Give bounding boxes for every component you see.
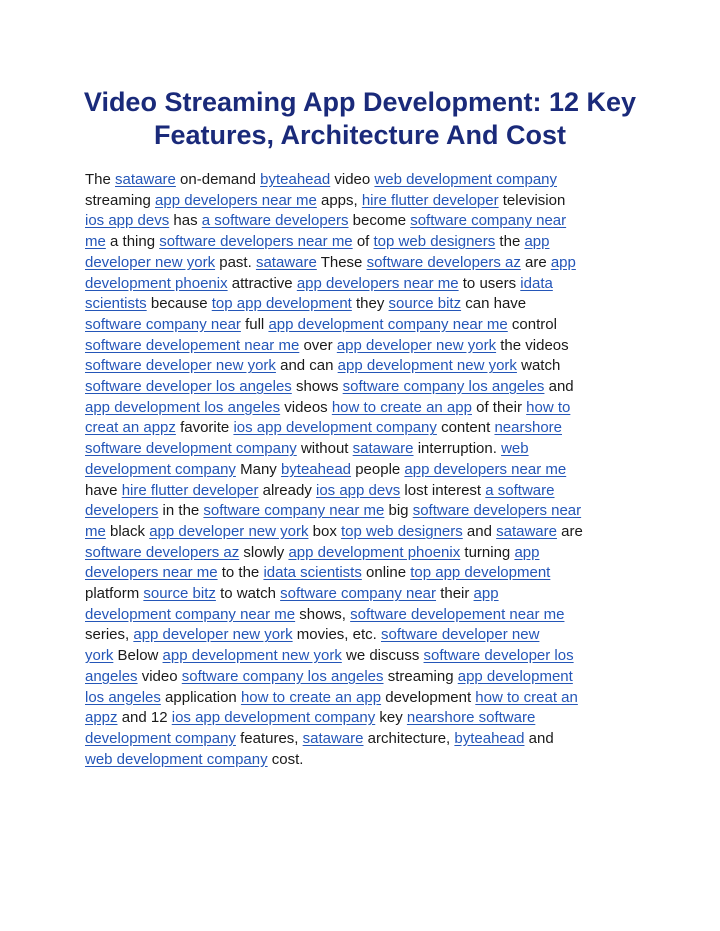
text-segment: application [160, 688, 241, 706]
text-segment: the videos [496, 336, 569, 354]
text-segment: cost. [267, 750, 304, 768]
text-segment: past. [215, 253, 256, 271]
text-segment: of [352, 233, 374, 251]
inline-link[interactable]: ios app devs [316, 481, 401, 499]
text-line [85, 646, 645, 667]
text-segment: movies, etc. [292, 626, 381, 644]
inline-link[interactable]: app development company near me [268, 315, 508, 333]
text-line [85, 232, 645, 253]
text-segment: The [85, 171, 116, 188]
text-line [85, 398, 645, 419]
inline-link[interactable]: a software developers [201, 212, 349, 230]
page-title-line-1: Video Streaming App Development: 12 Key [83, 87, 637, 117]
text-segment: slowly [239, 543, 289, 561]
inline-link[interactable]: byteahead [260, 171, 331, 188]
text-segment: their [436, 585, 474, 603]
text-line [85, 605, 645, 626]
inline-link[interactable]: source bitz [143, 585, 216, 603]
text-segment: attractive [227, 274, 297, 292]
text-line [85, 750, 645, 771]
body-paragraph [85, 170, 645, 770]
inline-link[interactable]: software developer new [380, 626, 540, 644]
text-segment: shows, [295, 605, 351, 623]
inline-link[interactable]: app development new york [162, 647, 342, 665]
text-line [85, 522, 645, 543]
text-segment: of their [471, 398, 527, 416]
text-segment: we discuss [341, 647, 424, 665]
inline-link[interactable]: app development los angeles [85, 398, 281, 416]
inline-link[interactable]: angeles [85, 667, 138, 685]
page-title-line-2: Features, Architecture And Cost [153, 120, 567, 150]
inline-link[interactable]: byteahead [280, 460, 352, 478]
inline-link[interactable]: nearshore [494, 419, 562, 437]
text-segment: to users [458, 274, 521, 292]
text-line [85, 481, 645, 502]
text-segment: box [308, 522, 341, 540]
text-line [85, 625, 645, 646]
inline-link[interactable]: ios app development company [233, 419, 437, 437]
text-line [85, 356, 645, 377]
inline-link[interactable]: software developers az [366, 253, 521, 271]
inline-link[interactable]: idata [520, 274, 553, 292]
inline-link[interactable]: me [85, 522, 106, 540]
text-line [85, 460, 645, 481]
text-segment: platform [85, 585, 144, 603]
text-segment: architecture, [363, 729, 455, 747]
text-line [85, 501, 645, 522]
inline-link[interactable]: york [85, 647, 114, 665]
inline-link[interactable]: sataware [352, 440, 414, 458]
inline-link[interactable]: ios app development company [171, 709, 376, 727]
inline-link[interactable]: ios app devs [85, 212, 170, 230]
inline-link[interactable]: software developers near me [159, 233, 353, 251]
text-segment: big [384, 502, 413, 520]
text-segment: become [348, 212, 411, 230]
text-segment: turning [460, 543, 515, 561]
text-line [85, 729, 645, 750]
inline-link[interactable]: app development [457, 667, 573, 685]
text-line [85, 294, 645, 315]
text-segment: has [169, 212, 202, 230]
text-segment: and [462, 522, 497, 540]
inline-link[interactable]: top app development [211, 295, 352, 313]
inline-link[interactable]: software developer new york [85, 357, 276, 375]
inline-link[interactable]: sataware [115, 171, 176, 188]
inline-link[interactable]: me [85, 233, 106, 251]
text-segment: they [351, 295, 389, 313]
text-segment: black [105, 522, 150, 540]
text-line [85, 708, 645, 729]
inline-link[interactable]: creat an appz [85, 419, 176, 437]
text-segment: shows [291, 378, 343, 396]
text-segment: video [137, 667, 182, 685]
inline-link[interactable]: development phoenix [85, 274, 228, 292]
text-line [85, 439, 645, 460]
text-segment: online [361, 564, 411, 582]
inline-link[interactable]: software developers az [85, 543, 240, 561]
text-segment: people [351, 460, 405, 478]
inline-link[interactable]: top app development [410, 564, 551, 582]
inline-link[interactable]: source bitz [388, 295, 462, 313]
inline-link[interactable]: how to [526, 398, 571, 416]
text-line [85, 315, 645, 336]
inline-link[interactable]: web development company [374, 171, 558, 188]
inline-link[interactable]: software developement near me [350, 605, 565, 623]
text-segment: are [520, 253, 551, 271]
inline-link[interactable]: hire flutter developer [121, 481, 259, 499]
inline-link[interactable]: los angeles [85, 688, 161, 706]
inline-link[interactable]: developers near me [85, 564, 218, 582]
text-segment: have [85, 481, 122, 499]
text-segment: lost interest [400, 481, 486, 499]
text-segment: and [524, 729, 554, 747]
text-line [85, 667, 645, 688]
text-segment: full [240, 315, 269, 333]
text-segment: features, [235, 729, 303, 747]
text-line [85, 543, 645, 564]
text-segment: a thing [105, 233, 160, 251]
text-segment: watch [516, 357, 561, 375]
inline-link[interactable]: software development company [85, 440, 297, 458]
text-segment: key [375, 709, 407, 727]
text-line [85, 563, 645, 584]
text-segment: the [495, 233, 525, 251]
text-segment: in the [158, 502, 204, 520]
text-segment: series, [85, 626, 134, 644]
inline-link[interactable]: software developer los angeles [85, 378, 292, 396]
inline-link[interactable]: development company [85, 729, 236, 747]
inline-link[interactable]: sataware [496, 522, 557, 540]
text-segment: These [316, 253, 367, 271]
inline-link[interactable]: a software [485, 481, 555, 499]
inline-link[interactable]: app developer new york [133, 626, 293, 644]
inline-link[interactable]: app developer new york [149, 522, 309, 540]
inline-link[interactable]: software company near me [203, 502, 385, 520]
text-segment: streaming [85, 191, 156, 209]
text-segment: and can [275, 357, 338, 375]
text-segment: control [507, 315, 557, 333]
inline-link[interactable]: software developer los [423, 647, 574, 665]
text-segment: and 12 [117, 709, 172, 727]
text-segment: apps, [316, 191, 362, 209]
text-segment: Below [113, 647, 163, 665]
page-title [60, 86, 660, 152]
text-segment: interruption. [413, 440, 502, 458]
inline-link[interactable]: sataware [302, 729, 364, 747]
text-segment: streaming [383, 667, 458, 685]
inline-link[interactable]: software company near [280, 585, 437, 603]
inline-link[interactable]: how to creat an [475, 688, 578, 706]
text-segment: already [258, 481, 316, 499]
inline-link[interactable]: software company near [85, 315, 241, 333]
text-line [85, 418, 645, 439]
inline-link[interactable]: top web designers [373, 233, 496, 251]
inline-link[interactable]: app [550, 253, 576, 271]
text-segment: development [381, 688, 476, 706]
inline-link[interactable]: appz [85, 709, 118, 727]
text-segment: on-demand [175, 171, 261, 188]
text-segment: because [146, 295, 212, 313]
text-segment: video [330, 171, 375, 188]
text-line [85, 336, 645, 357]
text-segment: videos [280, 398, 332, 416]
inline-link[interactable]: sataware [255, 253, 317, 271]
text-line [85, 377, 645, 398]
inline-link[interactable]: development company near me [85, 605, 296, 623]
inline-link[interactable]: web development company [85, 750, 268, 768]
text-line [85, 253, 645, 274]
text-segment: Many [235, 460, 281, 478]
text-segment: are [557, 522, 583, 540]
text-line [85, 170, 645, 191]
inline-link[interactable]: scientists [85, 295, 147, 313]
inline-link[interactable]: developers [85, 502, 159, 520]
text-segment: content [436, 419, 495, 437]
inline-link[interactable]: idata scientists [263, 564, 362, 582]
inline-link[interactable]: nearshore software [406, 709, 536, 727]
text-segment: to the [217, 564, 264, 582]
inline-link[interactable]: software company near [410, 212, 567, 230]
text-line [85, 688, 645, 709]
inline-link[interactable]: top web designers [341, 522, 463, 540]
inline-link[interactable]: web [501, 440, 529, 458]
inline-link[interactable]: software company los angeles [181, 667, 384, 685]
text-segment: over [299, 336, 337, 354]
inline-link[interactable]: app development phoenix [288, 543, 461, 561]
inline-link[interactable]: how to create an app [240, 688, 382, 706]
text-line [85, 274, 645, 295]
text-segment: favorite [175, 419, 234, 437]
text-segment: to watch [215, 585, 281, 603]
inline-link[interactable]: app [514, 543, 540, 561]
inline-link[interactable]: app developer new york [336, 336, 497, 354]
inline-link[interactable]: app development new york [337, 357, 517, 375]
text-segment: without [296, 440, 353, 458]
inline-link[interactable]: app developers near me [404, 460, 567, 478]
text-segment: can have [461, 295, 527, 313]
inline-link[interactable]: hire flutter developer [361, 191, 499, 209]
inline-link[interactable]: app developers near me [155, 191, 317, 209]
inline-link[interactable]: development company [85, 460, 236, 478]
text-line [85, 584, 645, 605]
inline-link[interactable]: developer new york [85, 253, 216, 271]
inline-link[interactable]: app developers near me [296, 274, 459, 292]
inline-link[interactable]: byteahead [454, 729, 525, 747]
text-segment: television [498, 191, 566, 209]
text-line [85, 211, 645, 232]
inline-link[interactable]: app [473, 585, 499, 603]
text-segment: and [544, 378, 574, 396]
inline-link[interactable]: software developers near [412, 502, 582, 520]
inline-link[interactable]: app [524, 233, 550, 251]
inline-link[interactable]: software company los angeles [342, 378, 545, 396]
text-line [85, 191, 645, 212]
inline-link[interactable]: software developement near me [85, 336, 300, 354]
inline-link[interactable]: how to create an app [331, 398, 472, 416]
